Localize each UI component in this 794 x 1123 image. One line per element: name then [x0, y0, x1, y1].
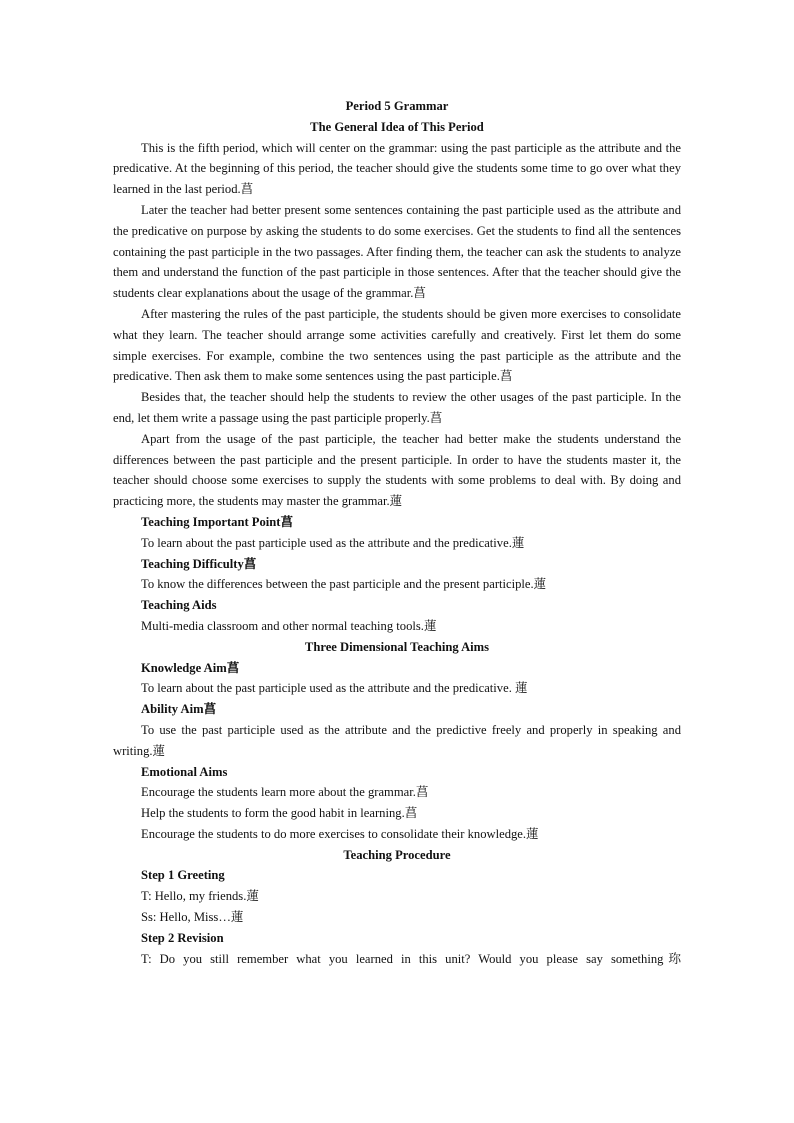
paragraph-1: This is the fifth period, which will center on the grammar: using the past participle as the attribute and the predicative. At the beginning of this period, the teacher should give the students some time to go over what they learned in the last period.菖 — [113, 140, 681, 197]
step1-line: T: Hello, my friends.蓮 — [141, 889, 259, 904]
aids-text: Multi-media classroom and other normal teaching tools.蓮 — [141, 618, 437, 633]
difficulty-heading: Teaching Difficulty菖 — [141, 556, 257, 571]
document-page — [113, 96, 681, 969]
emotional-aim-line: Encourage the students learn more about the grammar.菖 — [141, 785, 429, 800]
step2-line: T: Do you still remember what you learned in this unit? Would you please say something珎 — [141, 951, 681, 966]
paragraph-3: After mastering the rules of the past participle, the students should be given more exercises to consolidate what they learn. The teacher should arrange some activities carefully and creatively. First let them do some simple exercises. For example, combine the two sentences using the past participle as the attribute and the predicative. Then ask them to make some sentences using the past participle.菖 — [113, 306, 681, 384]
knowledge-aim-text: To learn about the past participle used as the attribute and the predicative. 蓮 — [141, 681, 528, 696]
paragraph-2: Later the teacher had better present some sentences containing the past participle used as the attribute and the predicative on purpose by asking the students to do some exercises. Get the students to find all the sentences containing the past participle in the two passages. After finding them, the teacher can ask the students to analyze them and understand the function of the past participle in those sentences. After that the teacher should give the students clear explanations about the usage of the grammar.菖 — [113, 202, 681, 301]
emotional-aims-heading: Emotional Aims — [141, 764, 228, 779]
section-heading-aims: Three Dimensional Teaching Aims — [304, 639, 490, 654]
aids-heading: Teaching Aids — [141, 598, 217, 613]
ability-aim-heading: Ability Aim菖 — [141, 702, 217, 717]
section-heading-general-idea: The General Idea of This Period — [310, 119, 484, 134]
document-title: Period 5 Grammar — [345, 99, 449, 113]
paragraph-4: Besides that, the teacher should help the students to review the other usages of the past participle. In the end, let them write a passage using the past participle properly.菖 — [113, 390, 681, 425]
important-point-heading: Teaching Important Point菖 — [141, 514, 294, 529]
knowledge-aim-heading: Knowledge Aim菖 — [141, 660, 240, 675]
difficulty-text: To know the differences between the past participle and the present participle.蓮 — [141, 577, 547, 592]
emotional-aim-line: Encourage the students to do more exercises to consolidate their knowledge.蓮 — [141, 826, 539, 841]
step2-heading: Step 2 Revision — [141, 930, 224, 945]
step1-line: Ss: Hello, Miss…蓮 — [141, 910, 244, 925]
step1-heading: Step 1 Greeting — [141, 868, 225, 883]
emotional-aim-line: Help the students to form the good habit in learning.菖 — [141, 806, 418, 821]
important-point-text: To learn about the past participle used as the attribute and the predicative.蓮 — [141, 535, 525, 550]
ability-aim-text: To use the past participle used as the attribute and the predictive freely and properly in speaking and writing.蓮 — [113, 722, 681, 758]
section-heading-procedure: Teaching Procedure — [343, 847, 451, 862]
paragraph-5: Apart from the usage of the past participle, the teacher had better make the students understand the differences between the past participle and the present participle. In order to have the students master it, the teacher should choose some exercises to supply the students with some problems to deal with. By doing and practicing more, the students may master the grammar.蓮 — [113, 431, 681, 509]
